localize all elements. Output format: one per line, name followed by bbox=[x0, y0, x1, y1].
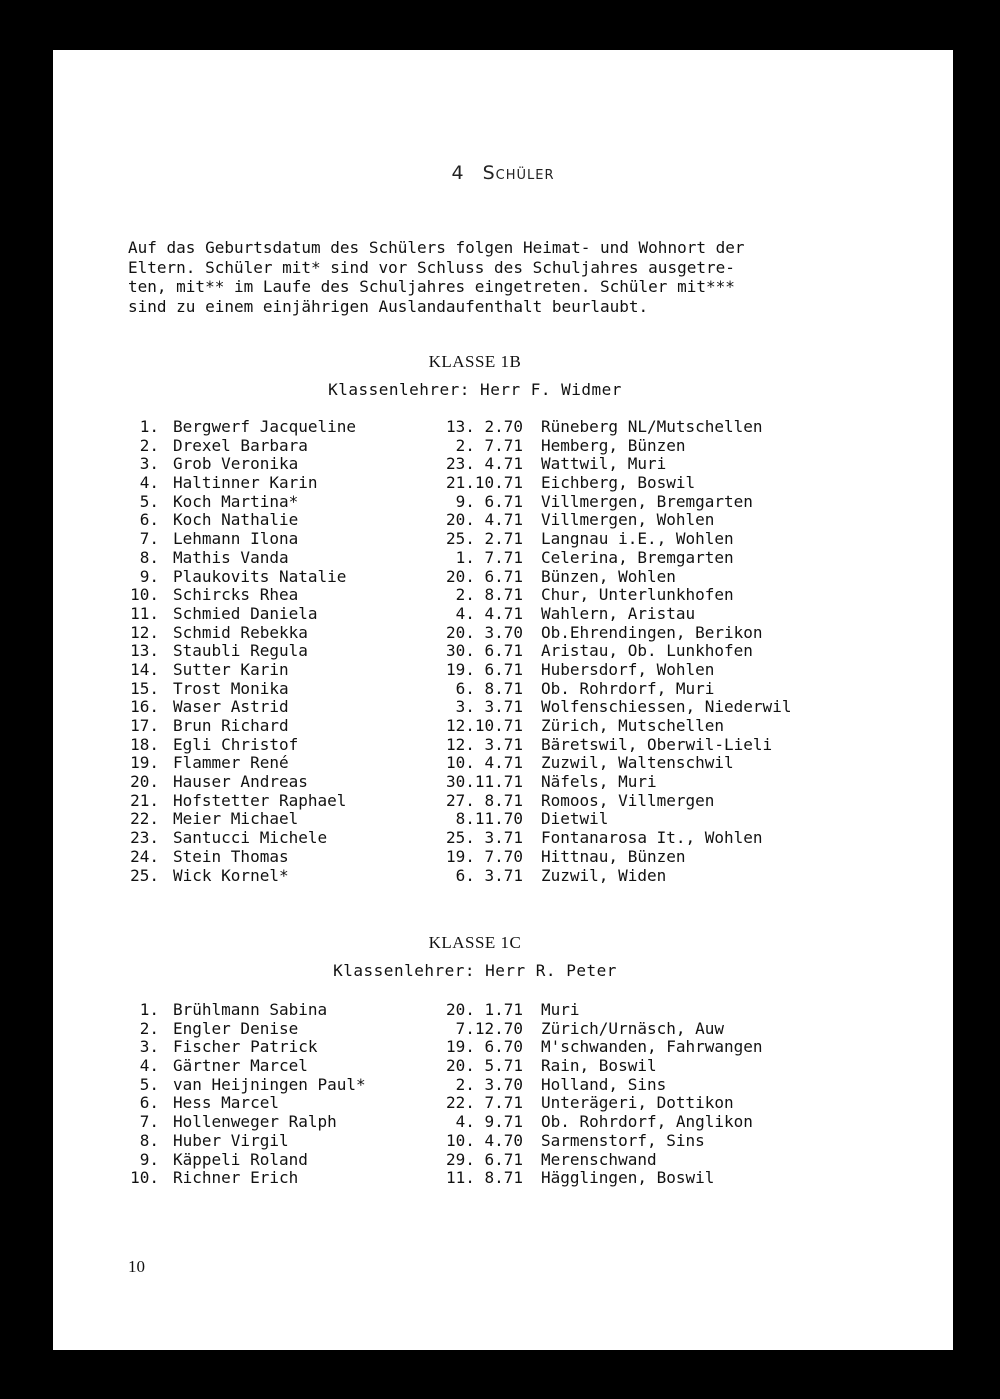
student-hometown: Hemberg, Bünzen bbox=[541, 435, 686, 455]
intro-paragraph bbox=[128, 238, 848, 316]
student-name: Engler Denise bbox=[173, 1018, 299, 1038]
student-number: 4. bbox=[139, 473, 159, 493]
student-hometown: Eichberg, Boswil bbox=[541, 473, 696, 493]
student-birthdate: 30. 6.71 bbox=[445, 641, 523, 661]
student-name: Hess Marcel bbox=[173, 1093, 279, 1113]
student-row bbox=[123, 641, 903, 660]
student-name: Grob Veronika bbox=[173, 454, 299, 474]
student-row bbox=[123, 716, 903, 735]
student-row bbox=[123, 454, 903, 473]
student-birthdate: 10. 4.71 bbox=[445, 753, 523, 773]
student-number: 10. bbox=[130, 585, 159, 605]
student-hometown: Rüneberg NL/Mutschellen bbox=[541, 417, 763, 436]
student-hometown: Zürich, Mutschellen bbox=[541, 716, 725, 735]
student-row bbox=[123, 548, 903, 567]
student-row bbox=[123, 753, 903, 772]
student-row bbox=[123, 1150, 903, 1169]
student-birthdate: 2. 7.71 bbox=[455, 435, 523, 455]
student-row bbox=[123, 679, 903, 698]
student-row bbox=[123, 1093, 903, 1112]
student-hometown: Unterägeri, Dottikon bbox=[541, 1093, 734, 1113]
student-hometown: Wahlern, Aristau bbox=[541, 603, 696, 623]
student-name: Brun Richard bbox=[173, 716, 289, 735]
page-number: 10 bbox=[128, 1257, 145, 1276]
student-hometown: Villmergen, Bremgarten bbox=[541, 491, 753, 511]
student-birthdate: 20. 3.70 bbox=[445, 622, 523, 642]
student-birthdate: 20. 4.71 bbox=[445, 510, 523, 530]
class-1b-title: KLASSE 1B bbox=[428, 352, 522, 371]
student-birthdate: 1. 7.71 bbox=[455, 547, 523, 567]
student-number: 1. bbox=[139, 417, 159, 436]
student-name: Plaukovits Natalie bbox=[173, 566, 347, 586]
student-name: Flammer René bbox=[173, 753, 289, 773]
class-1c-student-list bbox=[123, 1000, 903, 1187]
student-birthdate: 25. 2.71 bbox=[445, 529, 523, 549]
student-number: 18. bbox=[130, 734, 159, 754]
student-hometown: Langnau i.E., Wohlen bbox=[541, 529, 734, 549]
student-hometown: Zuzwil, Widen bbox=[541, 865, 667, 885]
student-row bbox=[123, 529, 903, 548]
student-birthdate: 20. 6.71 bbox=[445, 566, 523, 586]
student-hometown: Zürich/Urnäsch, Auw bbox=[541, 1018, 725, 1038]
student-number: 5. bbox=[139, 1074, 159, 1094]
student-name: Santucci Michele bbox=[173, 828, 328, 848]
student-number: 13. bbox=[130, 641, 159, 661]
student-hometown: Bäretswil, Oberwil-Lieli bbox=[541, 734, 773, 754]
student-number: 11. bbox=[130, 603, 159, 623]
student-row bbox=[123, 567, 903, 586]
student-number: 22. bbox=[130, 809, 159, 829]
student-name: Fischer Patrick bbox=[173, 1037, 318, 1057]
student-name: Hofstetter Raphael bbox=[173, 790, 347, 810]
student-birthdate: 2. 3.70 bbox=[455, 1074, 523, 1094]
student-row bbox=[123, 492, 903, 511]
student-number: 1. bbox=[139, 1000, 159, 1019]
student-birthdate: 3. 3.71 bbox=[455, 697, 523, 717]
student-hometown: Celerina, Bremgarten bbox=[541, 547, 734, 567]
student-hometown: Näfels, Muri bbox=[541, 772, 657, 792]
student-birthdate: 4. 9.71 bbox=[455, 1112, 523, 1132]
student-name: Bergwerf Jacqueline bbox=[173, 417, 357, 436]
intro-line: Eltern. Schüler mit* sind vor Schluss des Schuljahres ausgetre- bbox=[128, 257, 735, 277]
student-number: 8. bbox=[139, 547, 159, 567]
student-number: 2. bbox=[139, 1018, 159, 1038]
student-birthdate: 2. 8.71 bbox=[455, 585, 523, 605]
student-row bbox=[123, 436, 903, 455]
class-1b-teacher: Klassenlehrer: Herr F. Widmer bbox=[328, 380, 622, 399]
student-hometown: M'schwanden, Fahrwangen bbox=[541, 1037, 763, 1057]
student-row bbox=[123, 1075, 903, 1094]
student-row bbox=[123, 660, 903, 679]
student-birthdate: 30.11.71 bbox=[445, 772, 523, 792]
student-number: 17. bbox=[130, 716, 159, 735]
student-hometown: Bünzen, Wohlen bbox=[541, 566, 676, 586]
student-name: Schmied Daniela bbox=[173, 603, 318, 623]
student-name: Wick Kornel* bbox=[173, 865, 289, 885]
student-row bbox=[123, 735, 903, 754]
student-number: 10. bbox=[130, 1168, 159, 1188]
student-row bbox=[123, 417, 903, 436]
student-hometown: Wolfenschiessen, Niederwil bbox=[541, 697, 792, 717]
student-number: 15. bbox=[130, 678, 159, 698]
class-1c-title: KLASSE 1C bbox=[428, 933, 522, 952]
student-number: 19. bbox=[130, 753, 159, 773]
section-title bbox=[53, 162, 953, 184]
student-row bbox=[123, 1037, 903, 1056]
student-number: 21. bbox=[130, 790, 159, 810]
class-1c-teacher: Klassenlehrer: Herr R. Peter bbox=[333, 961, 617, 980]
student-name: Hauser Andreas bbox=[173, 772, 308, 792]
student-number: 9. bbox=[139, 566, 159, 586]
student-name: Sutter Karin bbox=[173, 659, 289, 679]
section-number: 4 bbox=[451, 162, 465, 184]
student-name: Lehmann Ilona bbox=[173, 529, 299, 549]
student-name: Egli Christof bbox=[173, 734, 299, 754]
student-name: Meier Michael bbox=[173, 809, 299, 829]
student-name: Trost Monika bbox=[173, 678, 289, 698]
student-row bbox=[123, 585, 903, 604]
student-hometown: Rain, Boswil bbox=[541, 1056, 657, 1076]
student-number: 3. bbox=[139, 1037, 159, 1057]
student-name: Waser Astrid bbox=[173, 697, 289, 717]
student-number: 7. bbox=[139, 529, 159, 549]
student-birthdate: 20. 5.71 bbox=[445, 1056, 523, 1076]
student-birthdate: 9. 6.71 bbox=[455, 491, 523, 511]
section-heading: Schüler bbox=[482, 162, 555, 184]
student-birthdate: 11. 8.71 bbox=[445, 1168, 523, 1188]
student-number: 3. bbox=[139, 454, 159, 474]
student-number: 16. bbox=[130, 697, 159, 717]
student-row bbox=[123, 866, 903, 885]
student-name: Koch Nathalie bbox=[173, 510, 299, 530]
student-row bbox=[123, 828, 903, 847]
student-hometown: Ob.Ehrendingen, Berikon bbox=[541, 622, 763, 642]
student-hometown: Romoos, Villmergen bbox=[541, 790, 715, 810]
student-birthdate: 29. 6.71 bbox=[445, 1149, 523, 1169]
student-hometown: Zuzwil, Waltenschwil bbox=[541, 753, 734, 773]
student-name: Gärtner Marcel bbox=[173, 1056, 308, 1076]
student-row bbox=[123, 1112, 903, 1131]
student-birthdate: 8.11.70 bbox=[455, 809, 523, 829]
class-1b-student-list bbox=[123, 417, 903, 884]
student-hometown: Hubersdorf, Wohlen bbox=[541, 659, 715, 679]
student-birthdate: 23. 4.71 bbox=[445, 454, 523, 474]
student-number: 12. bbox=[130, 622, 159, 642]
student-name: Huber Virgil bbox=[173, 1130, 289, 1150]
student-number: 5. bbox=[139, 491, 159, 511]
student-name: Schircks Rhea bbox=[173, 585, 299, 605]
student-hometown: Villmergen, Wohlen bbox=[541, 510, 715, 530]
student-hometown: Ob. Rohrdorf, Anglikon bbox=[541, 1112, 753, 1132]
student-birthdate: 12. 3.71 bbox=[445, 734, 523, 754]
student-birthdate: 19. 6.71 bbox=[445, 659, 523, 679]
student-row bbox=[123, 1056, 903, 1075]
student-name: Brühlmann Sabina bbox=[173, 1000, 328, 1019]
student-name: Haltinner Karin bbox=[173, 473, 318, 493]
student-row bbox=[123, 473, 903, 492]
student-name: Koch Martina* bbox=[173, 491, 299, 511]
student-number: 4. bbox=[139, 1056, 159, 1076]
student-name: Käppeli Roland bbox=[173, 1149, 308, 1169]
document-page bbox=[53, 50, 953, 1350]
student-birthdate: 6. 3.71 bbox=[455, 865, 523, 885]
student-number: 7. bbox=[139, 1112, 159, 1132]
student-hometown: Hägglingen, Boswil bbox=[541, 1168, 715, 1188]
student-name: Drexel Barbara bbox=[173, 435, 308, 455]
student-birthdate: 4. 4.71 bbox=[455, 603, 523, 623]
student-birthdate: 27. 8.71 bbox=[445, 790, 523, 810]
student-number: 20. bbox=[130, 772, 159, 792]
student-row bbox=[123, 510, 903, 529]
student-birthdate: 19. 7.70 bbox=[445, 846, 523, 866]
student-birthdate: 21.10.71 bbox=[445, 473, 523, 493]
student-hometown: Wattwil, Muri bbox=[541, 454, 667, 474]
student-hometown: Hittnau, Bünzen bbox=[541, 846, 686, 866]
student-name: Stein Thomas bbox=[173, 846, 289, 866]
student-row bbox=[123, 1168, 903, 1187]
student-number: 25. bbox=[130, 865, 159, 885]
student-birthdate: 13. 2.70 bbox=[445, 417, 523, 436]
student-row bbox=[123, 697, 903, 716]
student-name: van Heijningen Paul* bbox=[173, 1074, 366, 1094]
student-hometown: Merenschwand bbox=[541, 1149, 657, 1169]
student-row bbox=[123, 604, 903, 623]
student-number: 14. bbox=[130, 659, 159, 679]
student-row bbox=[123, 772, 903, 791]
student-hometown: Aristau, Ob. Lunkhofen bbox=[541, 641, 753, 661]
student-row bbox=[123, 791, 903, 810]
student-hometown: Sarmenstorf, Sins bbox=[541, 1130, 705, 1150]
student-number: 2. bbox=[139, 435, 159, 455]
student-birthdate: 20. 1.71 bbox=[445, 1000, 523, 1019]
student-row bbox=[123, 623, 903, 642]
intro-line: ten, mit** im Laufe des Schuljahres eingetreten. Schüler mit*** bbox=[128, 277, 735, 296]
student-name: Staubli Regula bbox=[173, 641, 308, 661]
student-number: 24. bbox=[130, 846, 159, 866]
student-birthdate: 19. 6.70 bbox=[445, 1037, 523, 1057]
student-birthdate: 22. 7.71 bbox=[445, 1093, 523, 1113]
intro-line: sind zu einem einjährigen Auslandaufenthalt beurlaubt. bbox=[128, 296, 649, 316]
student-hometown: Dietwil bbox=[541, 809, 609, 829]
student-birthdate: 10. 4.70 bbox=[445, 1130, 523, 1150]
student-birthdate: 25. 3.71 bbox=[445, 828, 523, 848]
student-hometown: Chur, Unterlunkhofen bbox=[541, 585, 734, 605]
student-row bbox=[123, 809, 903, 828]
student-birthdate: 6. 8.71 bbox=[455, 678, 523, 698]
student-birthdate: 12.10.71 bbox=[445, 716, 523, 735]
student-hometown: Holland, Sins bbox=[541, 1074, 667, 1094]
student-name: Hollenweger Ralph bbox=[173, 1112, 337, 1132]
student-name: Schmid Rebekka bbox=[173, 622, 308, 642]
student-number: 9. bbox=[139, 1149, 159, 1169]
student-row bbox=[123, 847, 903, 866]
student-hometown: Fontanarosa It., Wohlen bbox=[541, 828, 763, 848]
student-number: 8. bbox=[139, 1130, 159, 1150]
student-name: Mathis Vanda bbox=[173, 547, 289, 567]
student-number: 6. bbox=[139, 1093, 159, 1113]
student-number: 23. bbox=[130, 828, 159, 848]
intro-line: Auf das Geburtsdatum des Schülers folgen Heimat- und Wohnort der bbox=[128, 238, 745, 257]
student-row bbox=[123, 1131, 903, 1150]
student-birthdate: 7.12.70 bbox=[455, 1018, 523, 1038]
student-hometown: Muri bbox=[541, 1000, 580, 1019]
student-number: 6. bbox=[139, 510, 159, 530]
student-hometown: Ob. Rohrdorf, Muri bbox=[541, 678, 715, 698]
student-name: Richner Erich bbox=[173, 1168, 299, 1188]
student-row bbox=[123, 1019, 903, 1038]
student-row bbox=[123, 1000, 903, 1019]
